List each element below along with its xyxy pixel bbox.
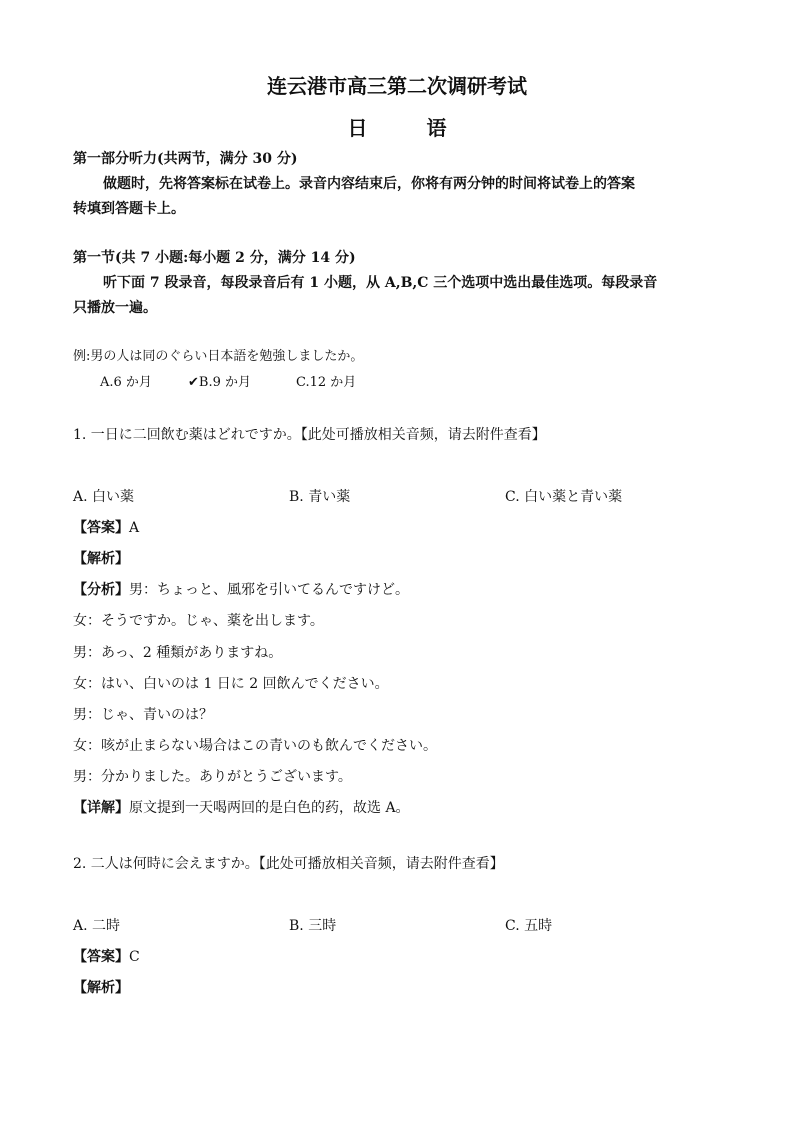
section1-instruction-line2: 只播放一遍。 bbox=[73, 300, 157, 316]
example-option-c: C.12 か月 bbox=[296, 375, 357, 390]
q2-option-a: A. 二時 bbox=[73, 918, 121, 934]
part1-instruction-line1: 做题时，先将答案标在试卷上。录音内容结束后，你将有两分钟的时间将试卷上的答案 bbox=[103, 176, 635, 192]
q1-question: 1. 一日に二回飲む薬はどれですか。【此处可播放相关音频，请去附件查看】 bbox=[73, 427, 546, 443]
q2-question: 2. 二人は何時に会えますか。【此处可播放相关音频，请去附件查看】 bbox=[73, 856, 504, 872]
subject-title: 日 语 bbox=[347, 116, 473, 140]
q2-answer-label: 【答案】 bbox=[73, 949, 129, 965]
q1-dialogue-line-7: 男：分かりました。ありがとうございます。 bbox=[73, 769, 352, 785]
example-question: 例:男の人は同のぐらい日本語を勉強しましたか。 bbox=[73, 349, 364, 364]
part1-heading: 第一部分听力(共两节，满分 30 分) bbox=[73, 151, 298, 167]
q1-answer bbox=[73, 517, 139, 537]
q1-option-b: B. 青い薬 bbox=[289, 489, 351, 505]
q2-analysis-label: 【解析】 bbox=[73, 980, 129, 996]
q1-dialogue-line-3: 男：あっ、2 種類がありますね。 bbox=[73, 645, 283, 661]
q2-answer-value: C bbox=[129, 949, 140, 965]
q1-option-a: A. 白い薬 bbox=[73, 489, 135, 505]
q1-dialogue-text-1: 男：ちょっと、風邪を引いてるんですけど。 bbox=[129, 582, 409, 598]
q1-fenxi-label: 【分析】 bbox=[73, 582, 129, 598]
q1-dialogue-line-2: 女：そうですか。じゃ、薬を出します。 bbox=[73, 613, 324, 629]
q1-analysis-label: 【解析】 bbox=[73, 551, 129, 567]
q2-option-c: C. 五時 bbox=[505, 918, 553, 934]
q1-dialogue-line-6: 女：咳が止まらない場合はこの青いのも飲んでください。 bbox=[73, 738, 437, 754]
q1-answer-label: 【答案】 bbox=[73, 520, 129, 536]
section1-heading: 第一节(共 7 小题:每小题 2 分，满分 14 分) bbox=[73, 250, 356, 266]
q1-detail-label: 【详解】 bbox=[73, 800, 129, 816]
q1-answer-value: A bbox=[129, 520, 140, 536]
q1-dialogue-line-4: 女：はい、白いのは 1 日に 2 回飲んでください。 bbox=[73, 676, 389, 692]
q1-dialogue-line-5: 男：じゃ、青いのは？ bbox=[73, 707, 213, 723]
part1-instruction-line2: 转填到答题卡上。 bbox=[73, 201, 185, 217]
q1-detail-text: 原文提到一天喝两回的是白色的药，故选 A。 bbox=[129, 800, 410, 816]
q1-option-c: C. 白い薬と青い薬 bbox=[505, 489, 623, 505]
q2-answer bbox=[73, 946, 140, 966]
q2-option-b: B. 三時 bbox=[289, 918, 337, 934]
section1-instruction-line1: 听下面 7 段录音，每段录音后有 1 小题，从 A,B,C 三个选项中选出最佳选项。每段录音 bbox=[103, 275, 658, 291]
example-option-a: A.6 か月 bbox=[100, 375, 152, 390]
exam-title: 连云港市高三第二次调研考试 bbox=[267, 74, 527, 98]
example-option-b: ✔B.9 か月 bbox=[188, 375, 251, 390]
q1-detail bbox=[73, 797, 410, 817]
q1-dialogue-line-1 bbox=[73, 579, 409, 599]
